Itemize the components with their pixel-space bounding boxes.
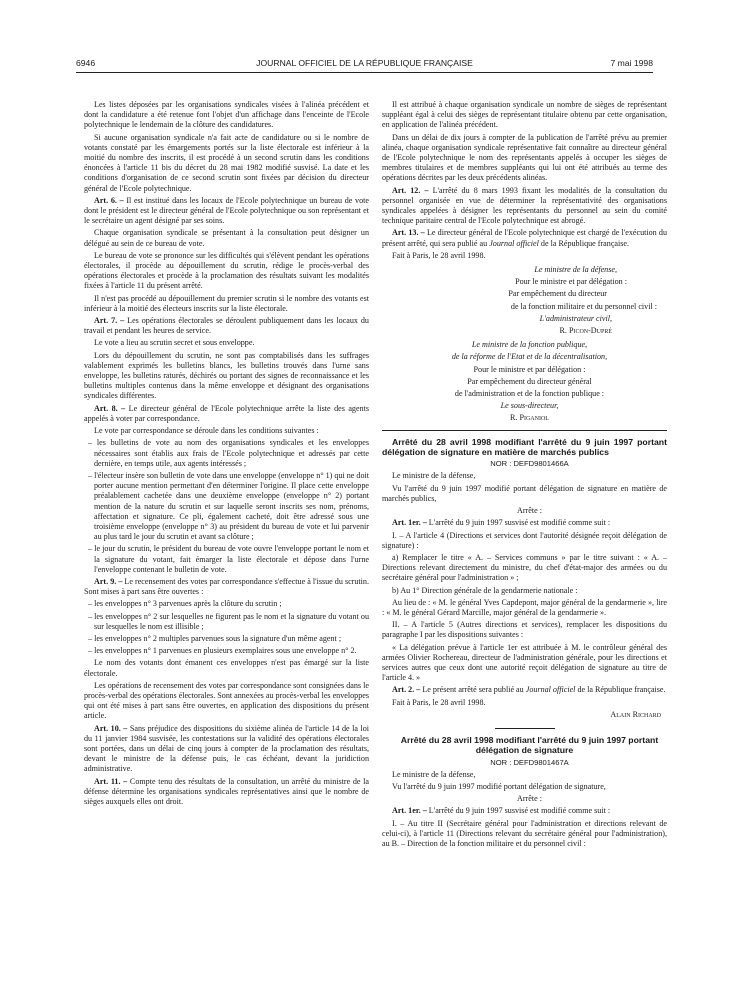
signatory-name: R. Picon-Dupré [559, 326, 612, 336]
signatory-name: Alain Richard [610, 709, 661, 719]
arrete-label: Arrête : [517, 794, 542, 804]
list-item: – les bulletins de vote au nom des organisations syndicales et les enveloppes nécessaires sont établis aux frais de l'Ecole polytechnique et adressés par cette dernière, en temps utile, aux agents intéressés ; [88, 438, 369, 468]
signatory-line: de l'administration et de la fonction publique : [454, 389, 605, 399]
article-text: Le directeur général de l'Ecole polytechnique est chargé de l'exécution du présent arrêté, qui sera publié au [382, 228, 667, 248]
article-text: L'arrêté du 8 mars 1993 fixant les modalités de la consultation du personnel organisée en vue de déterminer la représentativité des organisations syndicales appelées à désigner les représentants du personnel au sein du comité technique paritaire central de l'Ecole polytechnique est abrogé. [382, 185, 667, 226]
paragraph: Les opérations de recensement des votes par correspondance sont consignées dans le procès-verbal des opérations électorales. Sont annexées au procès-verbal les enveloppes qui ont été mises à part sans être ouvertes, en application des dispositions du présent article. [84, 680, 369, 721]
article-1 [382, 518, 667, 528]
decree-title: Arrêté du 28 avril 1998 modifiant l'arrêté du 9 juin 1997 portant délégation de signature en matière de marchés publics [382, 436, 667, 457]
signatory-line: Pour le ministre et par délégation : [515, 277, 627, 287]
paragraph: Lors du dépouillement du scrutin, ne sont pas comptabilisés dans les suffrages valablement exprimés les bulletins blancs, les bulletins trouvés dans l'urne sans enveloppe, les bulletins raturés, déchirés ou portant des signes de reconnaissance et les bulletins multiples contenus dans la même enveloppe et désignant des organisations syndicales différentes. [84, 350, 369, 401]
article-label: Art. 11. – [94, 776, 128, 786]
signatory-role: Le sous-directeur, [500, 401, 559, 411]
article-text: Le directeur général de l'Ecole polytechnique arrête la liste des agents appelés à voter par correspondance. [84, 403, 369, 423]
article-1 [382, 806, 667, 816]
article-text: Sans préjudice des dispositions du sixième alinéa de l'article 14 de la loi du 11 janvier 1984 susvisée, les contestations sur la validité des opérations électorales sont portées, dans un délai de cinq jours à compter de la proclamation des résultats, devant le ministre de la défense puis, le cas échéant, devant la juridiction administrative. [84, 723, 369, 774]
article-label: Art. 2. – [392, 685, 421, 695]
article-12 [382, 186, 667, 227]
left-column [84, 100, 369, 809]
signatory-title: de la réforme de l'Etat et de la décentralisation, [451, 352, 608, 362]
signatory-line: Pour le ministre et par délégation : [473, 364, 586, 374]
paragraph: Vu l'arrêté du 9 juin 1997 modifié portant délégation de signature, [392, 781, 606, 791]
list-item: – les enveloppes n° 2 multiples parvenues sous la signature d'un même agent ; [88, 633, 342, 643]
paragraph: Si aucune organisation syndicale n'a fait acte de candidature ou si le nombre de votants constaté par les émargements portés sur la liste électorale est inférieur à la moitié du nombre des inscrits, il est procédé à un second scrutin dans les conditions énoncées à l'article 11 bis du décret du 28 mai 1982 modifié susvisé. La date et les conditions d'organisation de ce second scrutin sont fixées par décision du directeur général de l'Ecole polytechnique. [84, 132, 369, 193]
article-text: Il est institué dans les locaux de l'Ecole polytechnique un bureau de vote dont le président est le directeur général de l'Ecole polytechnique ou son représentant et le secrétaire un agent désigné par ses soins. [84, 195, 369, 226]
paragraph: Au lieu de : « M. le général Yves Capdepont, major général de la gendarmerie », lire : « M. le général Gérard Marcille, major général de la gendarmerie ». [382, 597, 667, 617]
paragraph: Chaque organisation syndicale se présentant à la consultation peut désigner un délégué au sein de ce bureau de vote. [84, 228, 369, 248]
paragraph: a) Remplacer le titre « A. – Services communs » par le titre suivant : « A. – Directions relevant directement du ministre, du chef d'état-major des armées ou du secrétaire général pour l'administration » ; [382, 552, 667, 583]
paragraph: Vu l'arrêté du 9 juin 1997 modifié portant délégation de signature en matière de marchés publics, [382, 483, 667, 503]
paragraph: Il est attribué à chaque organisation syndicale un nombre de sièges de représentant suppléant égal à celui des sièges de représentant titulaire obtenu par cette organisation, en application de l'alinéa précédent. [382, 100, 667, 130]
article-text: Les opérations électorales se déroulent publiquement dans les locaux du travail et pendant les heures de service. [84, 316, 369, 336]
paragraph: Dans un délai de dix jours à compter de la publication de l'arrêté prévu au premier alinéa, chaque organisation syndicale représentative fait connaître au directeur général de l'Ecole polytechnique le nom des représentants appelés à occuper les sièges de membres titulaires et de membres suppléants qui lui ont été attribués au terme des opérations décrites par les deux précédents alinéas. [382, 132, 667, 183]
paragraph: Le nom des votants dont émanent ces enveloppes n'est pas émargé sur la liste électorale. [84, 658, 369, 678]
list-item: – les enveloppes n° 3 parvenues après la clôture du scrutin ; [88, 599, 282, 609]
right-column [382, 100, 667, 851]
article-2 [382, 685, 667, 695]
journal-ref: Journal officiel [525, 685, 576, 695]
journal-title: JOURNAL OFFICIEL DE LA RÉPUBLIQUE FRANÇAISE [256, 58, 473, 68]
article-label: Art. 13. – [392, 228, 425, 238]
article-6 [84, 196, 369, 227]
journal-ref: Journal officiel [489, 238, 539, 248]
paragraph: b) Au 1° Direction générale de la gendarmerie nationale : [392, 585, 578, 595]
paragraph: Il n'est pas procédé au dépouillement du premier scrutin si le nombre des votants est inférieur à la moitié des électeurs inscrits sur la liste électorale. [84, 293, 369, 313]
article-text: Le présent arrêté sera publié au [422, 685, 524, 695]
article-11 [84, 777, 369, 808]
signatory-line: Par empêchement du directeur [508, 289, 607, 299]
paragraph: Le vote par correspondance se déroule dans les conditions suivantes : [94, 426, 319, 436]
signatory-title: Le ministre de la fonction publique, [471, 340, 588, 350]
article-label: Art. 10. – [94, 723, 128, 733]
paragraph: Le ministre de la défense, [392, 471, 476, 481]
article-label: Art. 1er. – [392, 806, 427, 816]
nor-reference: NOR : DEFD9801467A [490, 757, 569, 767]
decree-title: Arrêté du 28 avril 1998 modifiant l'arrêté du 9 juin 1997 portant délégation de signature [400, 734, 659, 756]
article-label: Art. 9. – [94, 576, 123, 586]
article-label: Art. 8. – [94, 403, 126, 413]
list-item: – les enveloppes n° 1 parvenues en plusieurs exemplaires sous une enveloppe n° 2. [88, 646, 357, 656]
signatory-line: de la fonction militaire et du personnel civil : [510, 301, 657, 311]
section-divider [382, 430, 667, 431]
article-label: Art. 12. – [392, 185, 429, 195]
page-header [76, 58, 653, 72]
paragraph: I. – Au titre II (Secrétaire général pour l'administration et directions relevant de celui-ci), à l'article 11 (Directions relevant du secrétaire général pour l'administration), au B. – Direction de la fonction militaire et du personnel civil : [382, 818, 667, 848]
article-text: Le recensement des votes par correspondance s'effectue à l'issue du scrutin. Sont mises à part sans être ouvertes : [84, 576, 369, 597]
page-number: 6946 [76, 58, 96, 68]
article-13 [382, 228, 667, 248]
article-text: L'arrêté du 9 juin 1997 susvisé est modifié comme suit : [428, 806, 611, 816]
article-7 [84, 316, 369, 336]
article-8 [84, 404, 369, 424]
signatory-role: L'administrateur civil, [539, 313, 612, 323]
article-10 [84, 724, 369, 775]
paragraph: Le vote a lieu au scrutin secret et sous enveloppe. [94, 338, 255, 348]
article-label: Art. 7. – [94, 316, 125, 326]
done-at: Fait à Paris, le 28 avril 1998. [392, 697, 486, 707]
paragraph: Les listes déposées par les organisations syndicales visées à l'alinéa précédent et dont la candidature a été retenue font l'objet d'un affichage dans l'enceinte de l'Ecole polytechnique le lendemain de la clôture des candidatures. [84, 100, 369, 130]
arrete-label: Arrête : [517, 506, 542, 516]
article-text: L'arrêté du 9 juin 1997 susvisé est modifié comme suit : [428, 518, 611, 528]
list-item: – l'électeur insère son bulletin de vote dans une enveloppe (enveloppe n° 1) qui ne doit porter aucune mention permettant d'en déterminer l'origine. Il place cette enveloppe préalablement cachetée dans une deuxième enveloppe (enveloppe n° 2) portant mention de la nature du scrutin et sur laquelle seront inscrits ses nom, prénoms, affectation et signature. Ce pli, également cacheté, doit être adressé sous une troisième enveloppe (enveloppe n° 3) au président du bureau de vote et lui parvenir au plus tard le jour du scrutin et avant sa clôture ; [88, 470, 369, 542]
article-9 [84, 577, 369, 597]
list-item: – le jour du scrutin, le président du bureau de vote ouvre l'enveloppe portant le nom et la signature du votant, fait émarger la liste électorale et dépose dans l'urne l'enveloppe contenant le bulletin de vote. [88, 544, 369, 574]
article-text: Compte tenu des résultats de la consultation, un arrêté du ministre de la défense détermine les organisations syndicales représentatives ainsi que le nombre de sièges auxquels elles ont droit. [84, 776, 370, 806]
article-text: de la République française. [540, 238, 630, 248]
list-item: – les enveloppes n° 2 sur lesquelles ne figurent pas le nom et la signature du votant ou sur lesquelles le nom est illisible ; [88, 611, 369, 631]
issue-date: 7 mai 1998 [610, 58, 653, 68]
article-label: Art. 6. – [94, 195, 124, 205]
signatory-name: R. Piganiol [510, 413, 549, 423]
done-at: Fait à Paris, le 28 avril 1998. [392, 250, 486, 260]
paragraph: Le ministre de la défense, [392, 769, 476, 779]
paragraph: I. – A l'article 4 (Directions et services dont l'autorité désignée reçoit délégation de signature) : [382, 530, 667, 550]
nor-reference: NOR : DEFD9801466A [490, 459, 569, 469]
article-label: Art. 1er. – [392, 518, 427, 528]
paragraph: Le bureau de vote se prononce sur les difficultés qui s'élèvent pendant les opérations électorales, il procède au dépouillement du scrutin, rédige le procès-verbal des opérations électorales et procède à la proclamation des résultats suivant les modalités fixées à l'article 11 du présent arrêté. [84, 250, 369, 291]
signatory-title: Le ministre de la défense, [534, 265, 617, 275]
section-divider [495, 728, 555, 729]
header-rule [76, 72, 653, 73]
paragraph: II. – A l'article 5 (Autres directions et services), remplacer les dispositions du paragraphe I par les dispositions suivantes : [382, 620, 667, 640]
paragraph: « La délégation prévue à l'article 1er est attribuée à M. le contrôleur général des armées Olivier Rochereau, directeur de l'administration générale, pour les directions et services autres que ceux dont une autorité reçoit délégation de signature au titre de l'article 4. » [382, 642, 667, 683]
signatory-line: Par empêchement du directeur général [467, 376, 592, 386]
article-text: de la République française. [577, 685, 666, 695]
